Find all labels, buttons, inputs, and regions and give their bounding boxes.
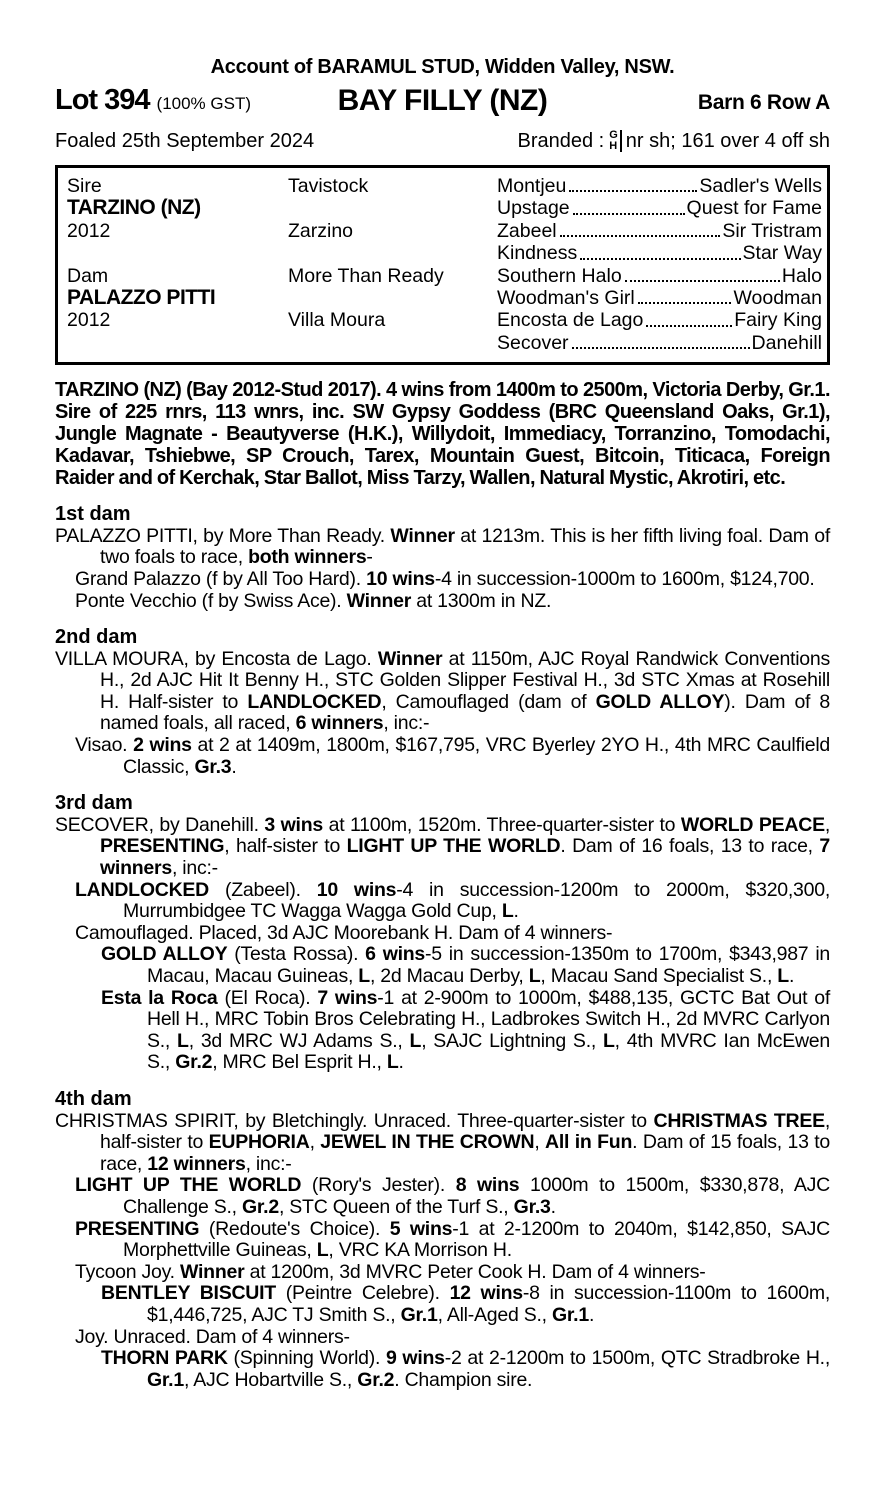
gst-note: (100% GST): [156, 94, 252, 113]
pedigree-ancestor-row: [497, 242, 822, 264]
pedigree-ancestor-row: [497, 309, 822, 331]
pedigree-paragraph: CHRISTMAS SPIRIT, by Bletchingly. Unraced. Three-quarter-sister to CHRISTMAS TREE, half-sister to EUPHORIA, JEWEL IN THE CROWN, All in Fun. Dam of 15 foals, 13 to race, 12 winners, inc:-: [55, 1109, 831, 1175]
dotted-leader: [569, 190, 697, 192]
sire-year: 2012: [67, 219, 111, 242]
pedigree-paragraph: THORN PARK (Spinning World). 9 wins-2 at 2-1200m to 1500m, QTC Stradbroke H., Gr.1, AJC Hobartville S., Gr.2. Champion sire.: [101, 1347, 830, 1391]
dam-dam: Villa Moura: [288, 309, 386, 332]
foaled-date: Foaled 25th September 2024: [55, 129, 315, 152]
ancestor-name: Encosta de Lago: [497, 309, 644, 332]
ancestor-name: Secover: [497, 331, 569, 354]
brand-mark: [609, 130, 622, 152]
pedigree-paragraph: Visao. 2 wins at 2 at 1409m, 1800m, $167,795, VRC Byerley 2YO H., 4th MRC Caulfield Classic, Gr.3.: [75, 734, 830, 778]
branded-label: Branded :: [517, 129, 605, 152]
horse-name: BAY FILLY (NZ): [337, 84, 548, 117]
sire-sire: Tavistock: [288, 175, 369, 197]
pedigree-paragraph: LIGHT UP THE WORLD (Rory's Jester). 8 wins 1000m to 1500m, $330,878, AJC Challenge S., Gr.2, STC Queen of the Turf S., Gr.3.: [75, 1174, 831, 1218]
dotted-leader: [646, 325, 732, 327]
pedigree-ancestor-row: [497, 197, 822, 219]
sire-label: Sire: [67, 175, 102, 197]
pedigree-paragraph: Joy. Unraced. Dam of 4 winners-: [75, 1325, 350, 1348]
dam-year: 2012: [67, 309, 111, 332]
pedigree-paragraph: BENTLEY BISCUIT (Peintre Celebre). 12 wins-8 in succession-1100m to 1600m, $1,446,725, AJC TJ Smith S., Gr.1, All-Aged S., Gr.1.: [101, 1282, 831, 1326]
ancestor-name: Woodman's Girl: [497, 286, 635, 309]
lot-number: Lot 394: [55, 84, 150, 116]
ancestor-name: Upstage: [497, 197, 570, 220]
brand-info: [518, 130, 831, 153]
dam-section-heading: 3rd dam: [55, 792, 133, 815]
pedigree-paragraph: LANDLOCKED (Zabeel). 10 wins-4 in succession-1200m to 2000m, $320,300, Murrumbidgee TC Wagga Wagga Gold Cup, L.: [75, 878, 831, 923]
ancestor-parent: Danehill: [751, 331, 822, 354]
ancestor-parent: Halo: [781, 264, 822, 287]
dotted-leader: [560, 235, 721, 237]
sire-name: TARZINO (NZ): [67, 196, 201, 220]
lot-left-group: [55, 84, 251, 117]
ancestor-name: Southern Halo: [497, 264, 622, 287]
ancestor-name: Zabeel: [497, 219, 557, 242]
dotted-leader: [572, 347, 750, 349]
dam-label: Dam: [67, 264, 109, 287]
dotted-leader: [638, 302, 732, 304]
pedigree-ancestor-row: [497, 220, 822, 242]
pedigree-paragraph: PALAZZO PITTI, by More Than Ready. Winner at 1213m. This is her fifth living foal. Dam of two foals to race, both winners-: [55, 524, 830, 569]
brand-description: nr sh; 161 over 4 off sh: [625, 129, 830, 152]
pedigree-ancestor-row: [497, 332, 822, 354]
dam-sire: More Than Ready: [288, 264, 444, 287]
ancestor-parent: Sadler's Wells: [699, 174, 822, 197]
sire-summary: TARZINO (NZ) (Bay 2012-Stud 2017). 4 wins from 1400m to 2500m, Victoria Derby, Gr.1. Sire of 225 rnrs, 113 wnrs, inc. SW Gypsy Goddess (BRC Queensland Oaks, Gr.1), Jungle Magnate - Beautyverse (H.K.), Willydoit, Immediacy, Torranzino, Tomodachi, Kadavar, Tshiebwe, SP Crouch, Tarex, Mountain Guest, Bitcoin, Titicaca, Foreign Raider and of Kerchak, Star Ballot, Miss Tarzy, Wallen, Natural Mystic, Akrotiri, etc.: [55, 379, 830, 490]
pedigree-paragraph: Esta la Roca (El Roca). 7 wins-1 at 2-900m to 1000m, $488,135, GCTC Bat Out of Hell H., MRC Tobin Bros Celebrating H., Ladbrokes Switch H., 2d MVRC Carlyon S., L, 3d MRC WJ Adams S., L, SAJC Lightning S., L, 4th MVRC Ian McEwen S., Gr.2, MRC Bel Esprit H., L.: [101, 986, 831, 1074]
pedigree-ancestor-row: [497, 287, 822, 309]
ancestor-parent: Woodman: [733, 286, 822, 309]
sire-dam: Zarzino: [288, 219, 354, 242]
dotted-leader: [625, 280, 780, 282]
pedigree-paragraph: PRESENTING (Redoute's Choice). 5 wins-1 at 2-1200m to 2040m, $142,850, SAJC Morphettville Guineas, L, VRC KA Morrison H.: [75, 1217, 830, 1262]
pedigree-paragraph: VILLA MOURA, by Encosta de Lago. Winner at 1150m, AJC Royal Randwick Conventions H., 2d AJC Hit It Benny H., STC Golden Slipper Festival H., 3d STC Xmas at Rosehill H. Half-sister to LANDLOCKED, Camouflaged (dam of GOLD ALLOY). Dam of 8 named foals, all raced, 6 winners, inc:-: [55, 647, 830, 735]
dam-name: PALAZZO PITTI: [67, 285, 216, 309]
foaled-line: [55, 127, 830, 155]
pedigree-ancestor-row: [497, 265, 822, 287]
lot-header: [55, 84, 830, 120]
account-header: Account of BARAMUL STUD, Widden Valley, NSW.: [210, 56, 675, 78]
brand-mark-top: G: [609, 129, 618, 141]
dam-sections: [55, 504, 830, 1391]
pedigree-table: [55, 165, 830, 365]
ancestor-parent: Quest for Fame: [686, 197, 822, 220]
pedigree-paragraph: SECOVER, by Danehill. 3 wins at 1100m, 1520m. Three-quarter-sister to WORLD PEACE, PRESENTING, half-sister to LIGHT UP THE WORLD. Dam of 16 foals, 13 to race, 7 winners, inc:-: [55, 813, 830, 880]
dam-section-heading: 1st dam: [55, 503, 131, 526]
pedigree-paragraph: GOLD ALLOY (Testa Rossa). 6 wins-5 in succession-1350m to 1700m, $343,987 in Macau, Macau Guineas, L, 2d Macau Derby, L, Macau Sand Specialist S., L.: [101, 943, 830, 987]
dotted-leader: [573, 213, 685, 215]
ancestor-name: Kindness: [497, 242, 578, 265]
dotted-leader: [580, 258, 740, 260]
pedigree-paragraph: Tycoon Joy. Winner at 1200m, 3d MVRC Peter Cook H. Dam of 4 winners-: [75, 1260, 706, 1283]
pedigree-paragraph: Ponte Vecchio (f by Swiss Ace). Winner at 1300m in NZ.: [75, 589, 552, 612]
dam-section-heading: 4th dam: [55, 1087, 132, 1110]
pedigree-ancestor-row: [497, 175, 822, 197]
brand-mark-bottom: H: [609, 140, 618, 152]
ancestor-parent: Sir Tristram: [722, 219, 822, 242]
ancestor-parent: Star Way: [742, 242, 822, 265]
ancestor-name: Montjeu: [497, 174, 567, 197]
barn-location: Barn 6 Row A: [697, 91, 830, 114]
pedigree-paragraph: Grand Palazzo (f by All Too Hard). 10 wins-4 in succession-1000m to 1600m, $124,700.: [75, 567, 815, 590]
dam-section-heading: 2nd dam: [55, 626, 138, 649]
ancestor-parent: Fairy King: [734, 309, 822, 332]
pedigree-paragraph: Camouflaged. Placed, 3d AJC Moorebank H. Dam of 4 winners-: [75, 921, 613, 944]
